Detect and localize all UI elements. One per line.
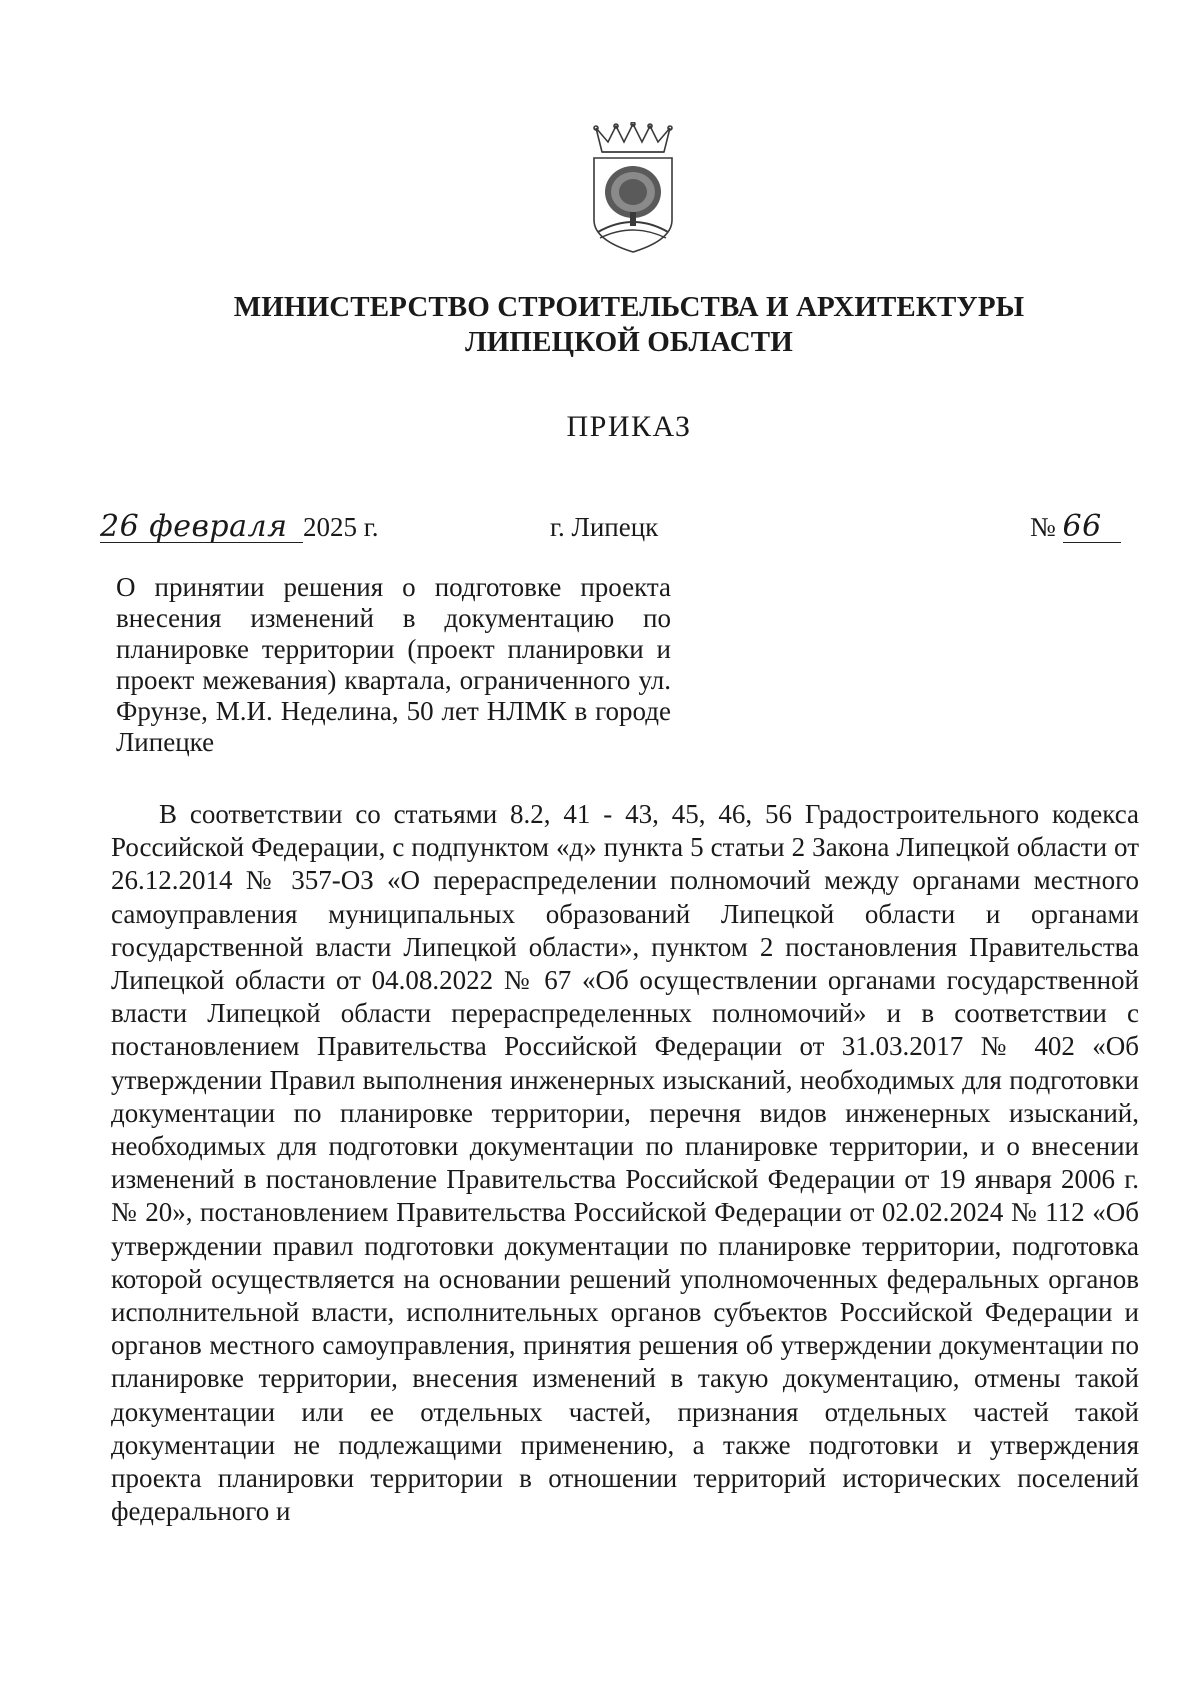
- org-line-2: ЛИПЕЦКОЙ ОБЛАСТИ: [465, 326, 793, 358]
- date-year: 2025 г.: [303, 512, 379, 542]
- handwritten-number: 66: [1063, 512, 1121, 543]
- body-paragraph: В соответствии со статьями 8.2, 41 - 43, 45, 46, 56 Градостроительного кодекса Российской Федерации, с подпунктом «д» пункта 5 статьи 2 Закона Липецкой области от 26.12.2014 № 357-ОЗ «О перераспределении полномочий между органами местного самоуправления муниципальных образований Липецкой области и органами государственной власти Липецкой области», пунктом 2 постановления Правительства Липецкой области от 04.08.2022 № 67 «Об осуществлении органами государственной власти Липецкой области перераспределенных полномочий» и в соответствии с постановлением Правительства Российской Федерации от 31.03.2017 № 402 «Об утверждении Правил выполнения инженерных изысканий, необходимых для подготовки документации по планировке территории, перечня видов инженерных изысканий, необходимых для подготовки документации по планировке территории, и о внесении изменений в постановление Правительства Российской Федерации от 19 января 2006 г. № 20», постановлением Правительства Российской Федерации от 02.02.2024 № 112 «Об утверждении правил подготовки документации по планировке территории, подготовка которой осуществляется на основании решений уполномоченных федеральных органов исполнительной власти, исполнительных органов субъектов Российской Федерации и органов местного самоуправления, принятия решения об утверждении документации по планировке территории, внесения изменений в такую документацию, отмены такой документации или ее отдельных частей, признания отдельных частей такой документации не подлежащими применению, а также подготовки и утверждения проекта планировки территории в отношении территорий исторических поселений федерального и: [111, 799, 1139, 1527]
- coat-of-arms-icon: [586, 122, 680, 254]
- document-type: ПРИКАЗ: [566, 410, 692, 443]
- document-city: г. Липецк: [550, 512, 659, 542]
- org-line-1: МИНИСТЕРСТВО СТРОИТЕЛЬСТВА И АРХИТЕКТУРЫ: [233, 291, 1025, 323]
- document-number: [1030, 509, 1121, 544]
- issuing-authority: [0, 290, 1200, 360]
- number-prefix: №: [1030, 512, 1056, 542]
- document-subject: О принятии решения о подготовке проекта внесения изменений в документацию по планировке территории (проект планировки и проект межевания) квартала, ограниченного ул. Фрунзе, М.И. Неделина, 50 лет НЛМК в городе Липецке: [116, 572, 671, 757]
- document-date: [100, 509, 400, 544]
- handwritten-date: 26 февраля: [100, 512, 303, 543]
- document-body: [111, 798, 1139, 1528]
